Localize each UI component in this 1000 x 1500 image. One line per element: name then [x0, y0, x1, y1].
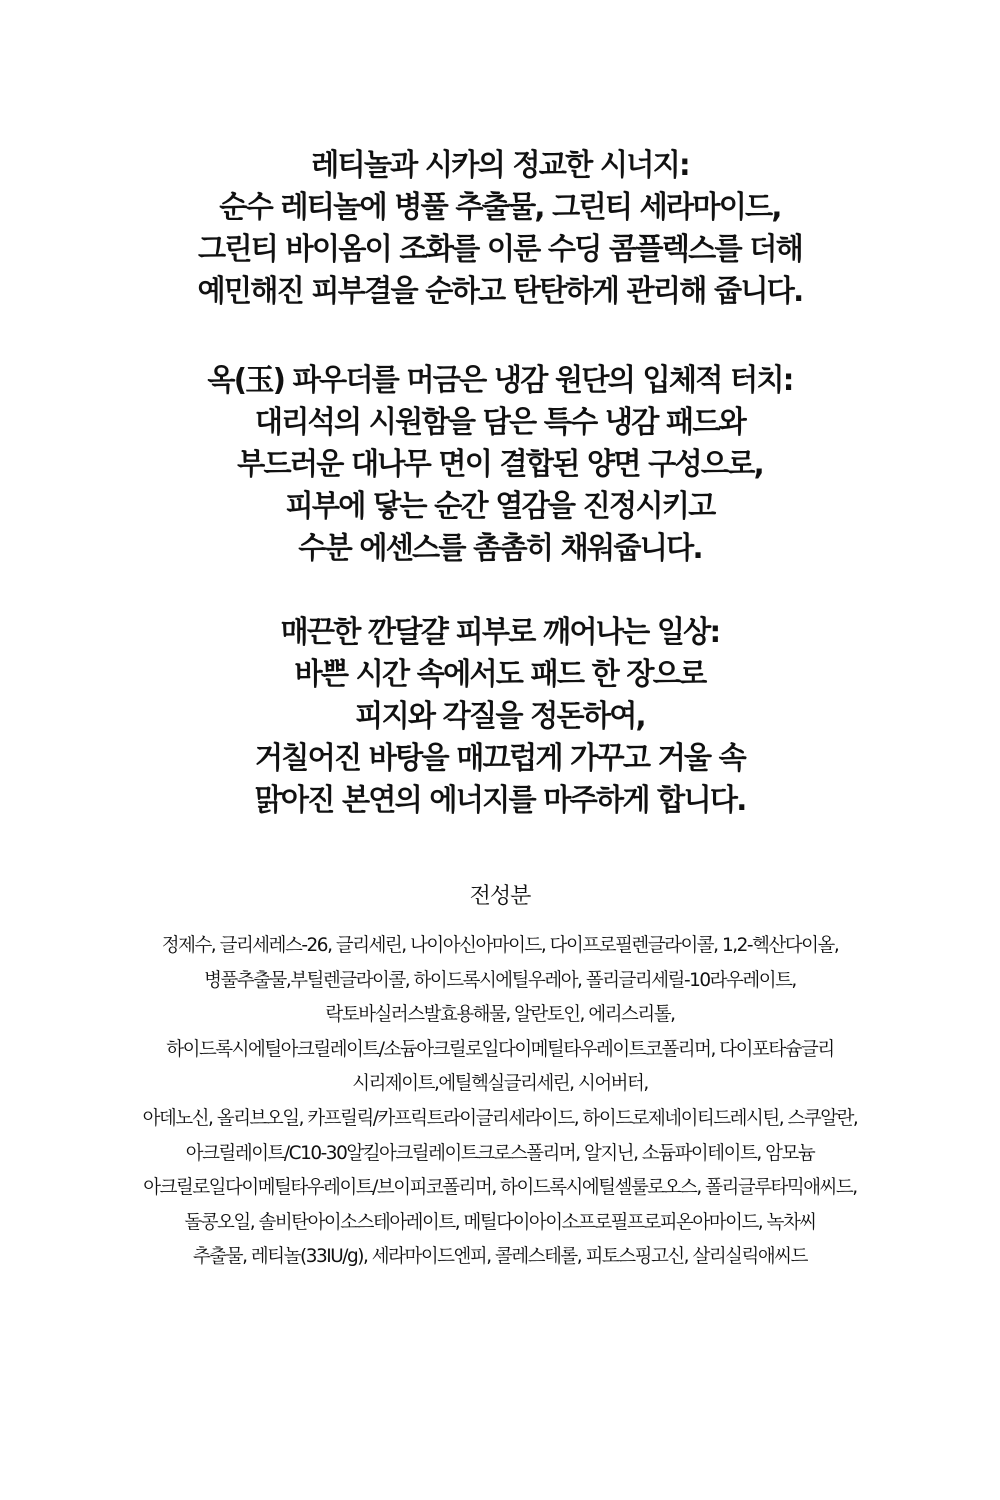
description-line: 피부에 닿는 순간 열감을 진정시키고 [285, 489, 715, 524]
description-line: 대리석의 시원함을 담은 특수 냉감 패드와 [254, 405, 746, 440]
ingredients-line: 하이드록시에틸아크릴레이트/소듐아크릴로일다이메틸타우레이트코폴리머, 다이포타슘글리 [166, 1037, 834, 1060]
ingredients-title: 전성분 [469, 884, 531, 909]
description-section-smooth-skin [0, 612, 1000, 822]
description-line: 피지와 각질을 정돈하여, [355, 699, 645, 734]
description-section-retinol-cica [0, 145, 1000, 313]
description-line: 맑아진 본연의 에너지를 마주하게 합니다. [254, 783, 746, 818]
description-section-cooling-pad [0, 360, 1000, 570]
ingredients-line: 정제수, 글리세레스-26, 글리세린, 나이아신아마이드, 다이프로필렌글라이콜, 1,2-헥산다이올, [161, 934, 839, 956]
ingredients-line: 병풀추출물,부틸렌글라이콜, 하이드록시에틸우레아, 폴리글리세릴-10라우레이트, [204, 968, 796, 991]
description-line: 바쁜 시간 속에서도 패드 한 장으로 [294, 657, 706, 692]
ingredients-line: 아크릴로일다이메틸타우레이트/브이피코폴리머, 하이드록시에틸셀룰로오스, 폴리글루타믹애씨드, [143, 1176, 857, 1199]
description-line: 수분 에센스를 촘촘히 채워줍니다. [298, 531, 702, 566]
description-heading: 레티놀과 시카의 정교한 시너지: [311, 148, 689, 183]
ingredients-line: 시리제이트,에틸헥실글리세린, 시어버터, [352, 1072, 648, 1095]
ingredients-line: 락토바실러스발효용해물, 알란토인, 에리스리톨, [325, 1003, 675, 1026]
description-line: 그린티 바이옴이 조화를 이룬 수딩 콤플렉스를 더해 [198, 232, 802, 267]
ingredients-line: 추출물, 레티놀(33IU/g), 세라마이드엔피, 콜레스테롤, 피토스핑고신, 살리실릭애씨드 [193, 1245, 807, 1268]
description-line: 부드러운 대나무 면이 결합된 양면 구성으로, [237, 447, 763, 482]
description-line: 거칠어진 바탕을 매끄럽게 가꾸고 거울 속 [254, 741, 746, 776]
description-line: 순수 레티놀에 병풀 추출물, 그린티 세라마이드, [219, 190, 781, 225]
ingredients-section [0, 882, 1000, 1274]
ingredients-line: 돌콩오일, 솔비탄아이소스테아레이트, 메틸다이아이소프로필프로피온아마이드, 녹차씨 [184, 1210, 816, 1233]
description-heading: 매끈한 깐달걀 피부로 깨어나는 일상: [280, 615, 720, 650]
description-line: 예민해진 피부결을 순하고 탄탄하게 관리해 줍니다. [197, 274, 803, 309]
description-heading: 옥(玉) 파우더를 머금은 냉감 원단의 입체적 터치: [207, 363, 793, 398]
ingredients-line: 아크릴레이트/C10-30알킬아크릴레이트크로스폴리머, 알지닌, 소듐파이테이트, 암모늄 [185, 1141, 815, 1164]
ingredients-line: 아데노신, 올리브오일, 카프릴릭/카프릭트라이글리세라이드, 하이드로제네이티드레시틴, 스쿠알란, [142, 1106, 858, 1129]
